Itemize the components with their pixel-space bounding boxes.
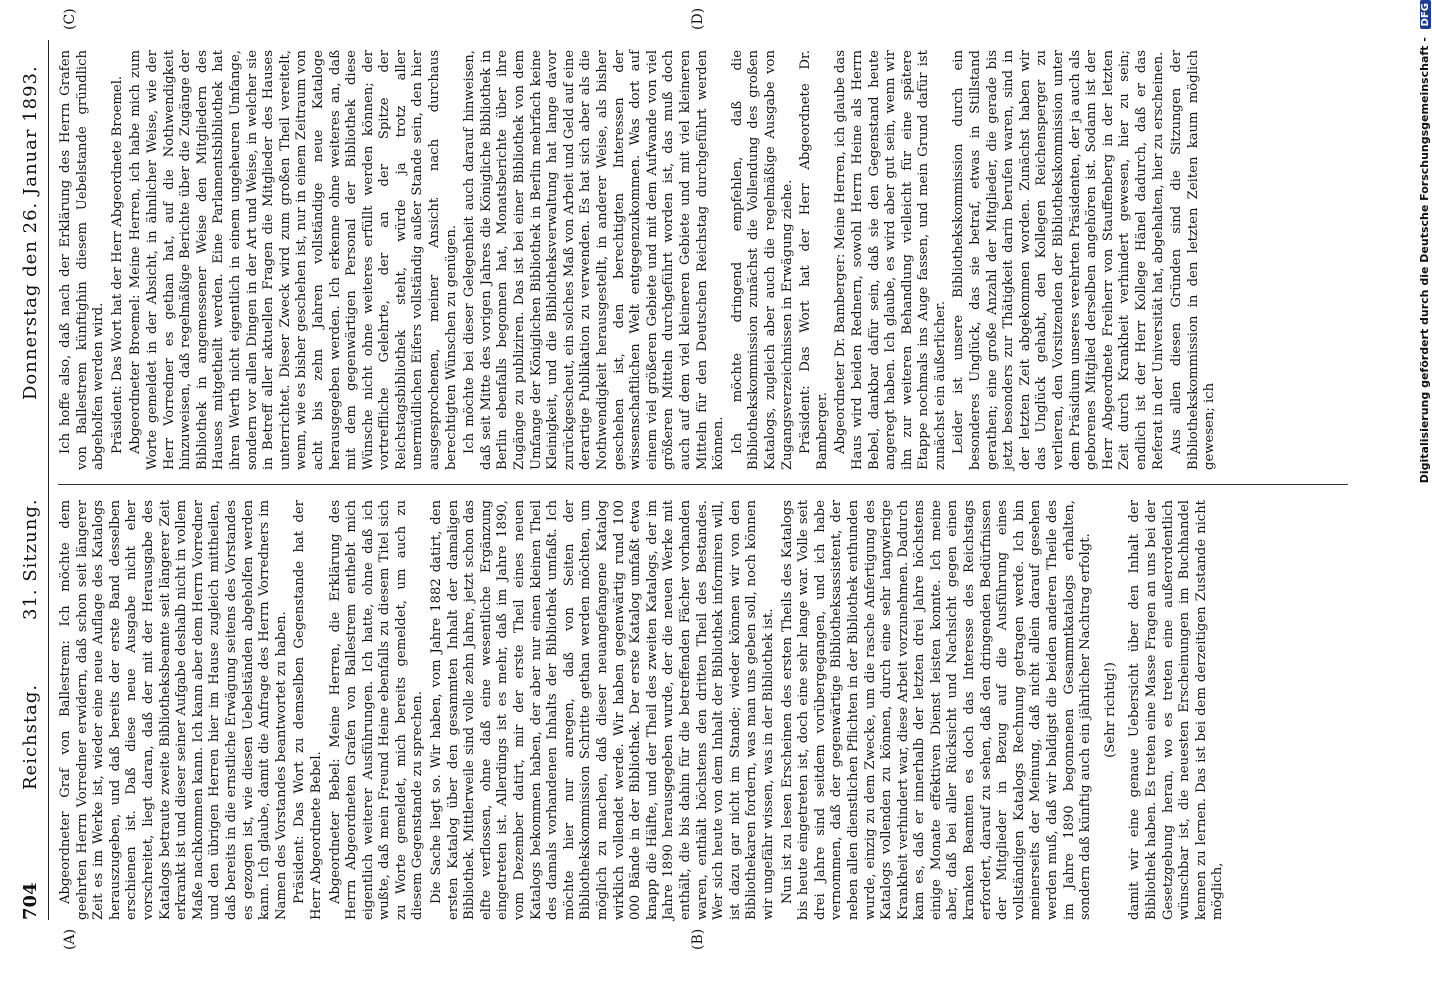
paragraph: Nun ist zu lesen Erscheinen des ersten Theils des Katalogs bis heute eingetreten ist, doch eine sehr lange war. Volle seit drei Jahre sind seitdem vorübergegangen, und ich habe vernommen, daß der gegenwärtige Bibliotheksassistent, der neben allen dienstlichen Pflichten in der Bibliothek enthunden wurde, einzig zu dem Zwecke, um die rasche Anfertigung des Katalogs vollenden zu können, durch eine sehr langwierige Krankheit verhindert war, diese Arbeit vorzunehmen. Dadurch kam es, daß er innerhalb der letzten drei Jahre höchstens einige Monate effektiven Dienst leisten konnte. Ich meine aber, daß bei aller Rücksicht und Nachsicht gegen einen kranken Beamten es doch das Interesse des Reichstags erfordert, darauf zu sehen, daß den dringenden Bedürfnissen der Mitglieder in Bezug auf die Ausführung eines vollständigen Katalogs Rechnung getragen werde. Ich bin meinerseits der Meinung, daß nicht allein darauf gesehen werden muß, daß wir baldigst die beiden anderen Theile des im Jahre 1890 begonnenen Gesammtkatalogs erhalten, sondern daß künftig auch ein jährlicher Nachtrag erfolgt.	[779, 500, 1094, 920]
dfg-logo-badge: DFG	[1420, 0, 1431, 29]
margin-marker-c: (C)	[62, 8, 78, 30]
footer-credit-text: Digitalisierung gefördert durch die Deutsche Forschungsgemeinschaft -	[1418, 37, 1431, 484]
margin-marker-d: (D)	[690, 7, 706, 30]
paragraph: Ich möchte bei dieser Gelegenheit auch darauf hinweisen, daß seit Mitte des vorigen Jahres die Königliche Bibliothek in Berlin ebenfalls begonnen hat, Monatsberichte über ihre Zugänge zu publiziren. Das ist bei einer Bibliothek von dem Umfange der Königlichen Bibliothek in Berlin mehrfach keine Kleinigkeit, und die Bibliotheksverwaltung hat lange davor zurückgescheut, ein solches Maß von Arbeit und Geld auf eine derartige Publikation zu verwenden. Es hat sich aber als die Nothwendigkeit herausgestellt, in anderer Weise, als bisher geschehen ist, den berechtigten Interessen der wissenschaftlichen Welt entgegenzukommen. Was dort auf einem viel größeren Gebiete und mit dem Aufwande von viel größeren Mitteln durchgeführt worden ist, das muß doch auch auf dem viel kleineren Gebiete und mit viel kleineren Mitteln für den Deutschen Reichstag durchgeführt werden können.	[462, 50, 727, 470]
interjection: (Sehr richtig!)	[1102, 662, 1118, 758]
header-reichstag: Reichstag.	[20, 683, 41, 790]
paragraph: Die Sache liegt so. Wir haben, vom Jahre 1882 datirt, den ersten Katalog über den gesammten Inhalt der damaligen Bibliothek. Mittlerweile sind volle zehn Jahre, jetzt schon das elfte verflossen, ohne daß eine wesentliche Ergänzung eingetreten ist. Allerdings ist es mehr, daß im Jahre 1890, vom Dezember datirt, mir der erste Theil eines neuen Katalogs bekommen haben, der aber nur einen kleinen Theil des damals vorhandenen Inhalts der Bibliothek umfaßt. Ich möchte hier nur anregen, daß von Seiten der Bibliothekskommission Schritte gethan werden möchten, um möglich zu machen, daß dieser neuangefangene Katalog wirklich vollendet werde. Wir haben gegenwärtig rund 100 000 Bände in der Bibliothek. Der erste Katalog umfaßt etwa knapp die Hälfte, und der Theil des zweiten Katalogs, der im Jahre 1890 herausgegeben wurde, der die neuen Werke mit enthält, die bis dahin für die betreffenden Fächer vorhanden waren, enthält höchstens den dritten Theil des Bestandes. Wer sich heute von dem Inhalt der Bibliothek informiren will, ist dazu gar nicht im Stande; wieder können wir von den Bibliothekaren fordern, was man uns geben soll, noch können wir ungefähr wissen, was in der Bibliothek ist.	[429, 500, 776, 920]
page-number: 704	[20, 882, 41, 920]
paragraph: Ich möchte dringend empfehlen, daß die Bibliothekskommission zunächst die Vollendung des großen Katalogs, zugleich aber auch die regelmäßige Ausgabe von Zugangsverzeichnissen in Erwägung ziehe.	[729, 50, 795, 470]
header-date: Donnerstag den 26. Januar 1893.	[20, 65, 41, 400]
paragraph: Abgeordneter Dr. Bamberger: Meine Herren, ich glaube das Haus wird beiden Rednern, sowohl Herrn Heine als Herrn Bebel, dankbar dafür sein, daß sie den Gegenstand heute angeregt haben. Ich glaube, es wird aber gut sein, wenn wir ihn zur weiteren Behandlung vielleicht für eine spätere Etappe nochmals ins Auge fassen, und mein Grund dafür ist zunächst ein äußerlicher.	[833, 50, 948, 470]
paragraph: Präsident: Das Wort hat der Herr Abgeordnete Broemel.	[109, 75, 125, 454]
column-divider	[58, 484, 1348, 485]
paragraph: Leider ist unsere Bibliothekskommission durch ein besonderes Unglück, das sie betraf, etwas in Stillstand gerathen; eine große Anzahl der Mitglieder, die gerade bis jetzt besonders zur Thätigkeit darin berufen waren, sind in der letzten Zeit abgekommen worden. Zunächst haben wir das Unglück gehabt, den Kollegen Reichensperger zu verlieren, den Vorsitzenden der Bibliothekskommission unter dem Präsidium unseres verehrten Präsidenten, der ja auch als geborenes Mitglied derselben angehören ist. Sodann ist der Herr Abgeordnete Freiherr von Stauffenberg in der letzten Zeit durch Krankheit verhindert gewesen, hier zu sein; endlich ist der Herr Kollege Hänel dadurch, daß er das Referat in der Universität hat, abgehalten, hier zu erscheinen.	[951, 50, 1166, 470]
paragraph: Abgeordneter Graf von Ballestrem: Ich möchte dem geehrten Herrn Vorredner erwidern, daß schon seit längerer Zeit es im Werke ist, wieder eine neue Auflage des Katalogs herauszugeben, und daß bereits der erste Band desselben erschienen ist. Daß diese neue Ausgabe nicht eher vorschreitet, liegt daran, daß der mit der Herausgabe des Katalogs betraute zweite Bibliotheksbeamte seit längerer Zeit erkrankt ist und dieser seiner Aufgabe deshalb nicht in vollem Maße nachkommen kann. Ich kann aber dem Herrn Vorredner und den übrigen Herren hier im Hause zugleich mittheilen, daß bereits in die ernstliche Erwägung seitens des Vorstandes es gezogen ist, wie diesen Uebelständen abgeholfen werden kann. Ich glaube, damit die Anfrage des Herrn Vorredners im Namen des Vorstandes beantwortet zu haben.	[58, 500, 289, 920]
right-column	[58, 50, 1221, 470]
paragraph: damit wir eine genaue Uebersicht über den Inhalt der Bibliothek haben. Es treten eine Masse Fragen an uns bei der Gesetzgebung heran, wo es treten eine außerordentlich wünschbar ist, die neuesten Erscheinungen im Buchhandel kennen zu lernen. Das ist bei dem derzeitigen Zustande nicht möglich,	[1127, 500, 1226, 920]
paragraph: Abgeordneter Bebel: Meine Herren, die Erklärung des Herrn Abgeordneten Grafen von Ballestrem enthebt mich eigentlich weiterer Ausführungen. Ich hatte, ohne daß ich wußte, daß mein Freund Heine ebenfalls zu diesem Titel sich zu Worte gemeldet, mich bereits gemeldet, um auch zu diesem Gegenstande zu sprechen.	[327, 500, 426, 920]
paragraph: Präsident: Das Wort zu demselben Gegenstande hat der Herr Abgeordnete Bebel.	[292, 500, 324, 920]
header-session: 31. Sitzung.	[20, 498, 41, 620]
paragraph: Aus allen diesen Gründen sind die Sitzungen der Bibliothekskommission in den letzten Zeiten kaum möglich gewesen; ich	[1169, 50, 1218, 470]
paragraph: Abgeordneter Broemel: Meine Herren, ich habe mich zum Worte gemeldet in der Absicht, in ähnlicher Weise, wie der Herr Vorredner es gethan hat, auf die Nothwendigkeit hinzuweisen, daß regelmäßige Berichte über die Zugänge der Bibliothek in angemessener Weise den Mitgliedern des Hauses mitgetheilt werden. Eine Parlamentsbibliothek hat ihren Werth nicht eigentlich in einem ungeheuren Umfange, sondern vor allen Dingen in der Art und Weise, in welcher sie in Betreff aller aktuellen Fragen die Mitglieder des Hauses unterrichtet. Dieser Zweck wird zum großen Theil vereitelt, wenn, wie es bisher geschehen ist, nur in einem Zeitraum von acht bis zehn Jahren vollständige neue Kataloge herausgegeben werden. Ich erkenne ohne weiteres an, daß mit dem gegenwärtigen Personal der Bibliothek diese Wünsche nicht ohne weiteres erfüllt werden können; der vortreffliche Gelehrte, der an der Spitze der Reichstagsbibliothek steht, würde ja trotz aller unermüdlichen Eifers vollständig außer Stande sein, den hier ausgesprochenen, meiner Ansicht nach durchaus berechtigten Wünschen zu genügen.	[128, 50, 459, 470]
margin-marker-a: (A)	[62, 928, 78, 950]
paragraph: Präsident: Das Wort hat der Herr Abgeordnete Dr. Bamberger.	[798, 50, 830, 470]
margin-marker-b: (B)	[690, 928, 706, 950]
paragraph: Ich hoffe also, daß nach der Erklärung des Herrn Grafen von Ballestrem künftighin diesem Uebelstande gründlich abgeholfen werden wird.	[58, 50, 107, 470]
left-column	[58, 500, 1229, 920]
page-header	[14, 40, 49, 920]
footer-credit	[1418, 0, 1432, 990]
